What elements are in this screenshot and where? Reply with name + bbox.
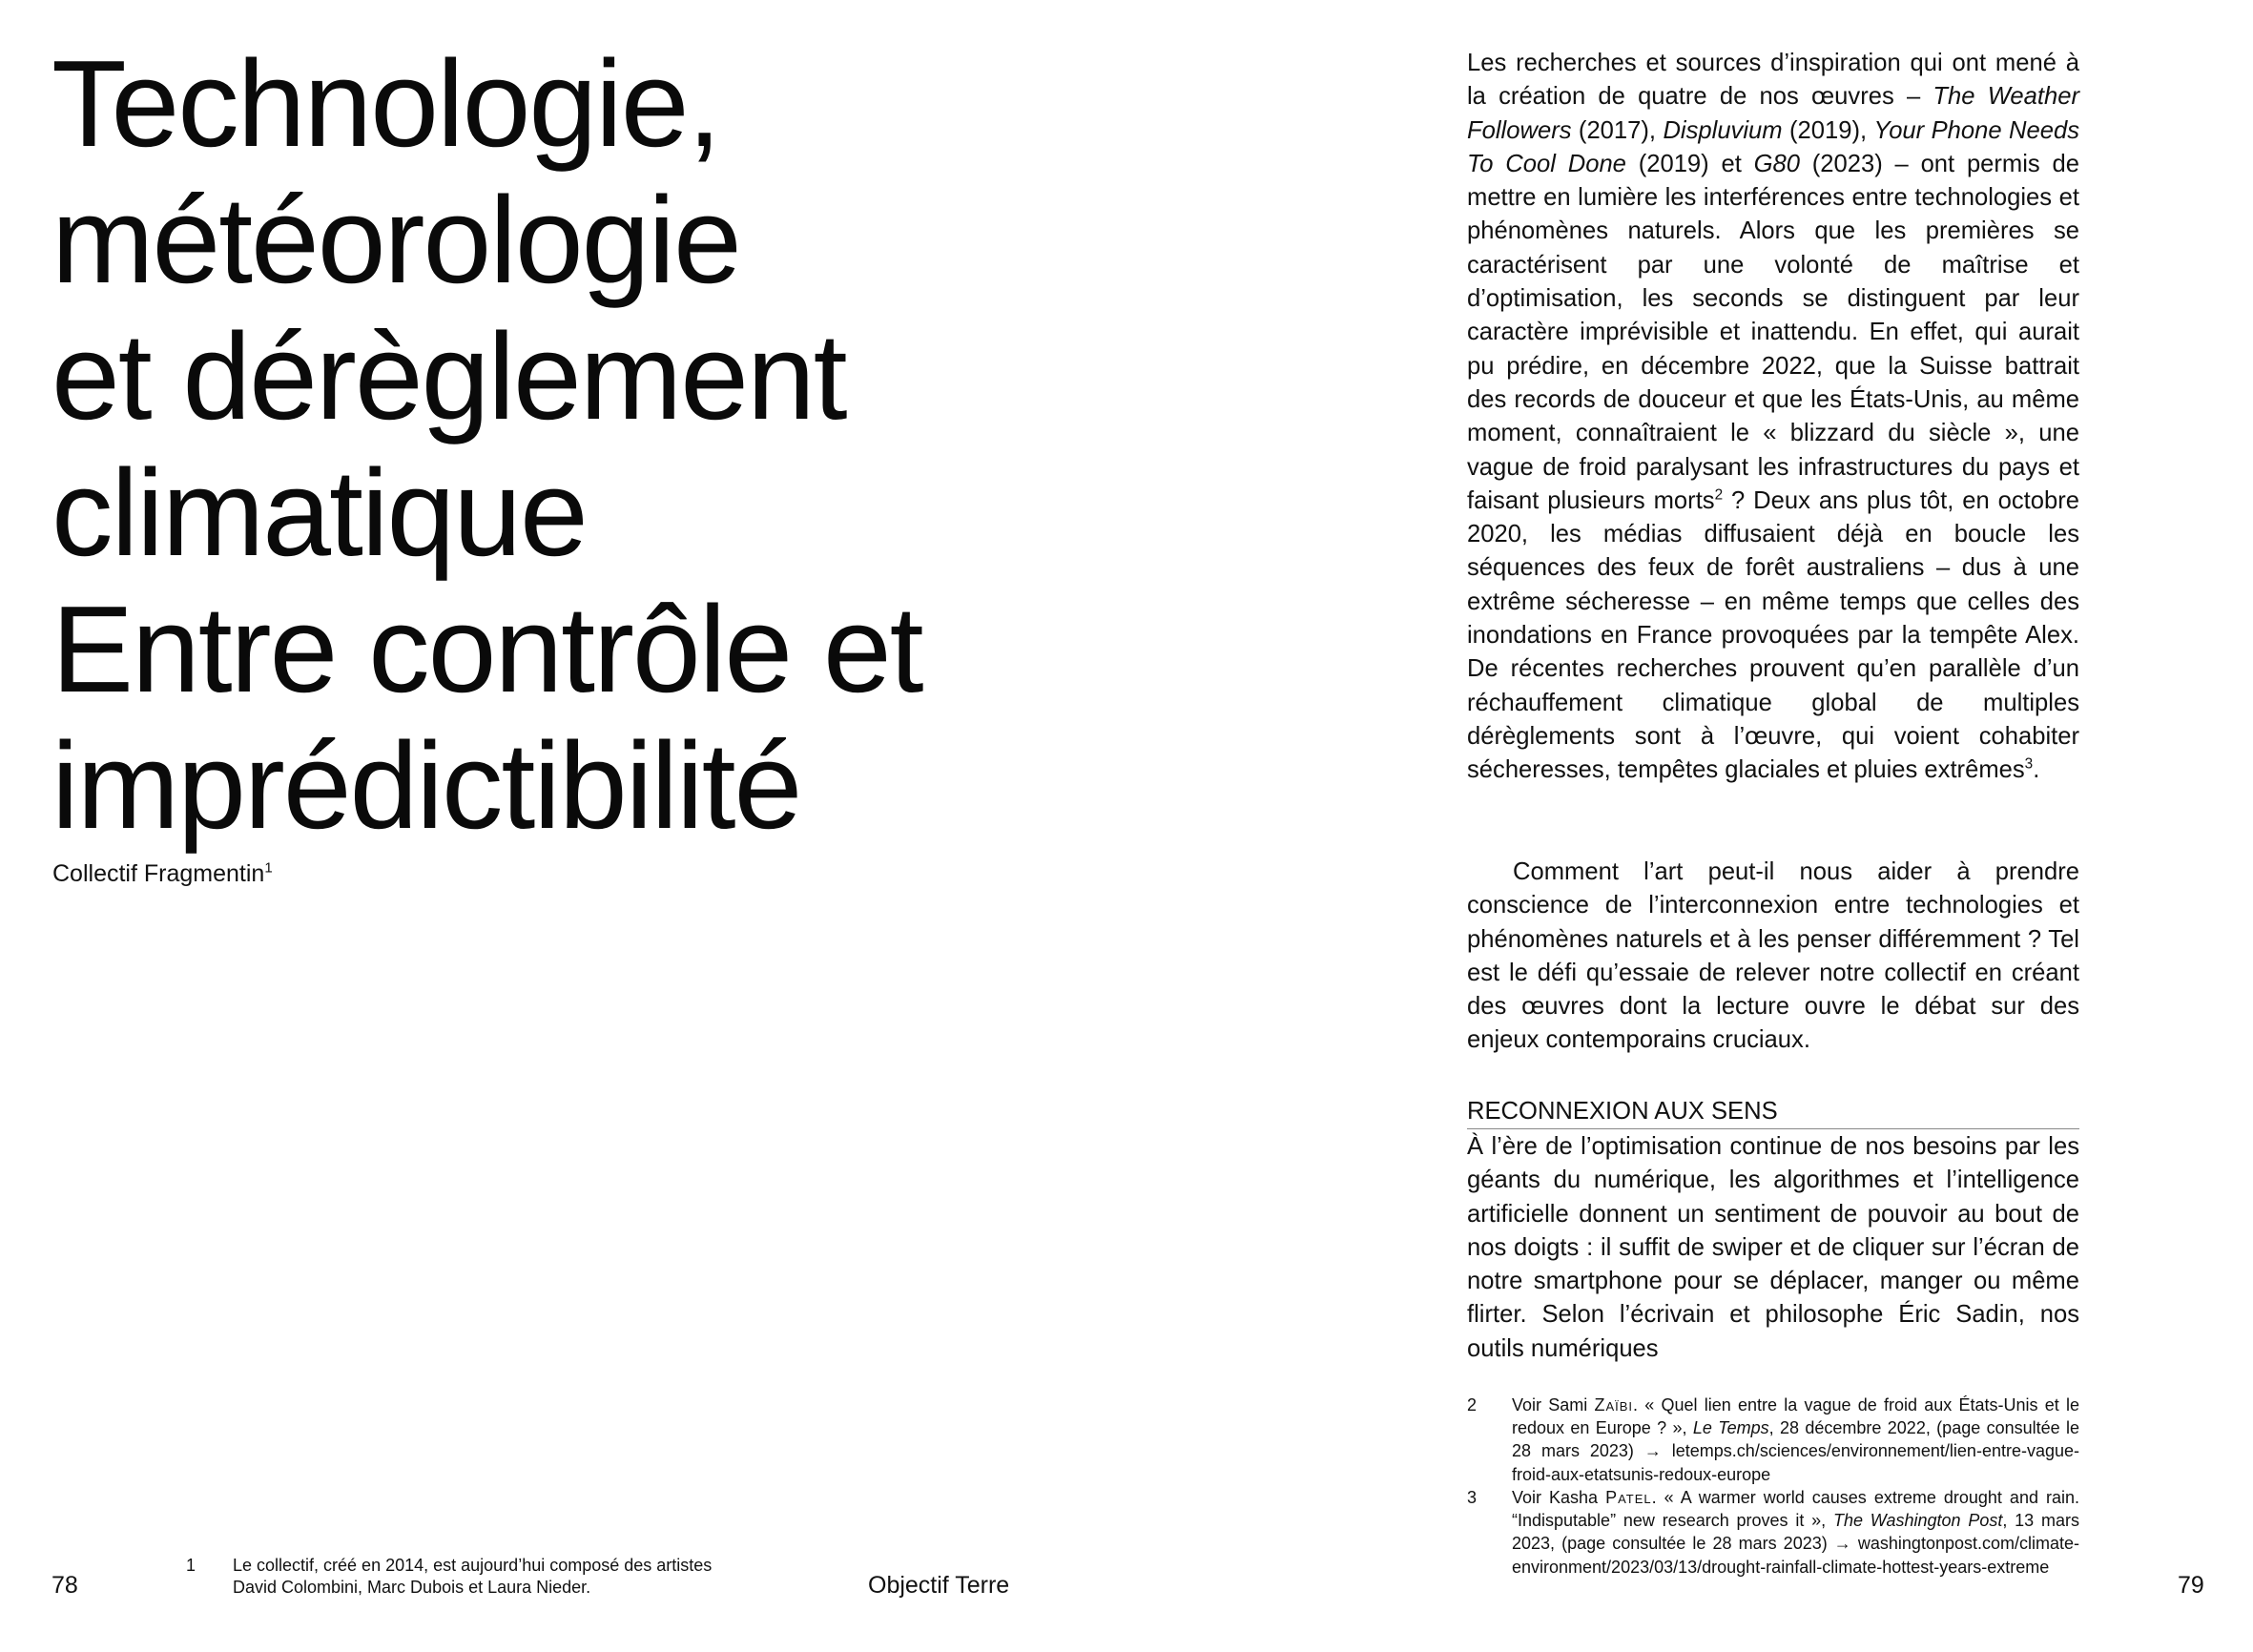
- artwork-title: The Weather Followers: [1467, 83, 2079, 144]
- publication-title: Le Temps: [1692, 1418, 1769, 1438]
- title-line: météorologie: [52, 172, 740, 309]
- artwork-title: G80: [1753, 150, 1800, 177]
- author-line: [52, 858, 273, 889]
- article-title: [52, 36, 1120, 855]
- footnote-ref: 1: [264, 859, 273, 877]
- section-heading: RECONNEXION AUX SENS: [1467, 1095, 2079, 1129]
- page-number-right: 79: [2178, 1572, 2204, 1599]
- text-run: .: [2033, 756, 2040, 784]
- title-line: imprédictibilité: [52, 717, 801, 855]
- footnote-ref: 3: [2024, 755, 2034, 773]
- body-paragraph-1: [1467, 47, 2079, 788]
- footnote-ref: 2: [1714, 486, 1724, 504]
- text-run: Les recherches et sources d’inspiration qui ont mené à la création de quatre de nos œuvres –: [1467, 50, 2079, 111]
- footnote-text: [1512, 1486, 2079, 1579]
- body-paragraph-3: À l’ère de l’optimisation continue de nos besoins par les géants du numérique, les algorithmes et l’intelligence artificielle donnent un sentiment de pouvoir au bout de nos doigts : il suffit de swiper et de cliquer sur l’écran de notre smartphone pour se déplacer, manger ou même flirter. Selon l’écrivain et philosophe Éric Sadin, nos outils numériques: [1467, 1133, 2079, 1362]
- text-run: (2017),: [1571, 116, 1664, 144]
- footnote-number: 2: [1467, 1395, 1478, 1415]
- publication-title: The Washington Post: [1832, 1511, 2003, 1531]
- title-line: Technologie,: [52, 35, 720, 173]
- text-run: Voir Kasha: [1512, 1488, 1606, 1507]
- text-run: . « Quel lien entre la vague de froid aux États-Unis et le redoux en Europe ? »,: [1512, 1395, 2079, 1438]
- footnote-text: [233, 1555, 881, 1599]
- author-surname: Zaïbi: [1594, 1395, 1634, 1415]
- text-run: , 13 mars 2023, (page consultée le 28 mars 2023) → washingtonpost.com/climate-environment/2023/03/13/drought-rainfall-climate-hottest-years-extreme: [1512, 1511, 2079, 1577]
- footnote-number: 3: [1467, 1488, 1478, 1507]
- text-run: (2019),: [1782, 116, 1874, 144]
- text-run: ? Deux ans plus tôt, en octobre 2020, les médias diffusaient déjà en boucle les séquences des feux de forêt australiens – dus à une extrême sécheresse – en même temps que celles des inondations en France provoquées par la tempête Alex. De récentes recherches prouvent qu’en parallèle d’un réchauffement climatique global de multiples dérèglements sont à l’œuvre, qui voient cohabiter sécheresses, tempêtes glaciales et pluies extrêmes: [1467, 486, 2079, 784]
- footnote-number: 1: [186, 1556, 196, 1575]
- body-paragraph-2: Comment l’art peut-il nous aider à prendre conscience de l’interconnexion entre technologies et phénomènes naturels et à les penser différemment ? Tel est le défi qu’essaie de relever notre collectif en créant des œuvres dont la lecture ouvre le débat sur des enjeux contemporains cruciaux.: [1467, 858, 2079, 1054]
- page-number-left: 78: [52, 1572, 78, 1599]
- footnote-line: Le collectif, créé en 2014, est aujourd’hui composé des artistes: [233, 1556, 713, 1575]
- text-run: . « A warmer world causes extreme drought and rain. “Indisputable” new research proves it »,: [1512, 1488, 2079, 1531]
- artwork-title: Displuvium: [1663, 116, 1783, 144]
- text-run: (2023) – ont permis de mettre en lumière les interférences entre technologies et phénomènes naturels. Alors que les premières se caractérisent par une volonté de maîtrise et d’optimisation, les seconds se distinguent par leur caractère imprévisible et inattendu. En effet, qui aurait pu prédire, en décembre 2022, que la Suisse battrait des records de douceur et que les États-Unis, au même moment, connaîtraient le « blizzard du siècle », une vague de froid paralysant les infrastructures du pays et faisant plusieurs morts: [1467, 150, 2079, 514]
- title-line: climatique: [52, 444, 587, 582]
- title-line: et dérèglement: [52, 308, 846, 445]
- text-run: Voir Sami: [1512, 1395, 1595, 1415]
- text-run: , 28 décembre 2022, (page consultée le 28 mars 2023) → letemps.ch/sciences/environnement/lien-entre-vague-froid-aux-etatsunis-redoux-europe: [1512, 1418, 2079, 1484]
- footnote-text: [1512, 1394, 2079, 1486]
- title-line: Entre contrôle et: [52, 581, 922, 718]
- running-title: Objectif Terre: [868, 1572, 1010, 1599]
- author-surname: Patel: [1605, 1488, 1652, 1507]
- text-run: (2019) et: [1625, 150, 1754, 177]
- artwork-title: Your Phone Needs To Cool Done: [1467, 116, 2079, 177]
- footnote-line: David Colombini, Marc Dubois et Laura Nieder.: [233, 1578, 591, 1597]
- author-name: Collectif Fragmentin: [52, 860, 265, 887]
